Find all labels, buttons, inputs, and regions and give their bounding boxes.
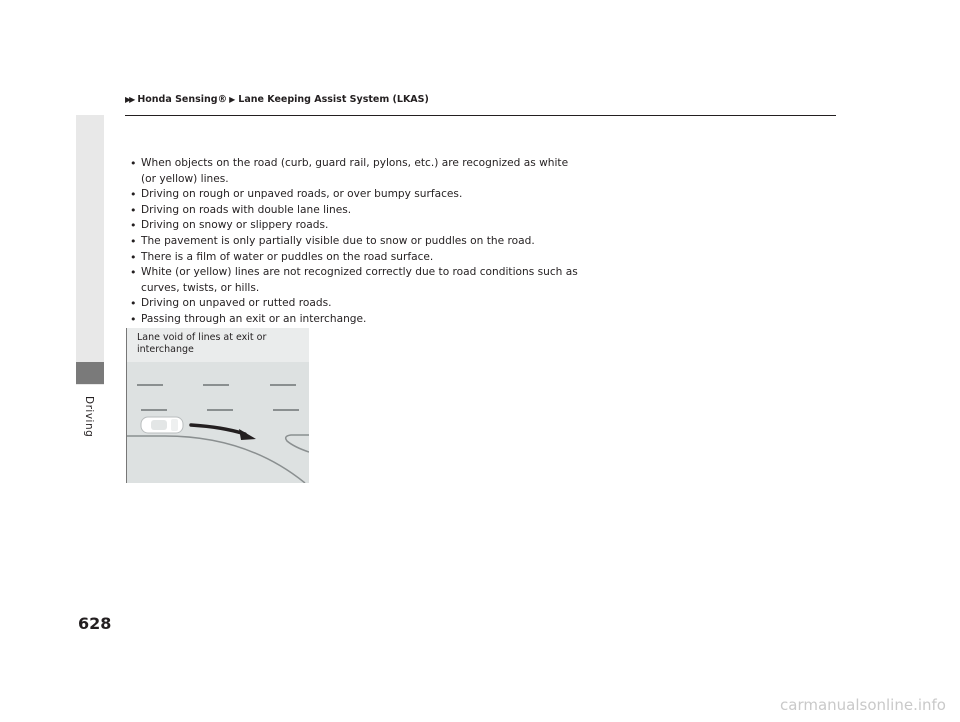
list-item: • Driving on snowy or slippery roads. — [130, 218, 580, 234]
breadcrumb-item-honda-sensing: Honda Sensing® — [137, 94, 228, 105]
section-label: Driving — [83, 396, 95, 438]
list-item: • Driving on unpaved or rutted roads. — [130, 296, 580, 312]
list-item: • White (or yellow) lines are not recognized correctly due to road conditions such as curves, twists, or hills. — [130, 265, 580, 296]
list-item: • The pavement is only partially visible due to snow or puddles on the road. — [130, 234, 580, 250]
header-divider — [125, 115, 836, 116]
illustration-caption: Lane void of lines at exit or interchange — [137, 332, 267, 355]
page-number: 628 — [78, 614, 112, 633]
interchange-illustration — [126, 328, 309, 483]
breadcrumb-arrow-icon: ▶▶ — [125, 95, 134, 104]
list-item: • There is a film of water or puddles on the road surface. — [130, 250, 580, 266]
car-icon — [141, 417, 183, 433]
section-tab — [76, 115, 104, 385]
list-item: • When objects on the road (curb, guard rail, pylons, etc.) are recognized as white (or yellow) lines. — [130, 156, 580, 187]
breadcrumb-arrow-icon: ▶ — [229, 95, 236, 104]
list-item: • Driving on roads with double lane lines. — [130, 203, 580, 219]
list-item: • Driving on rough or unpaved roads, or over bumpy surfaces. — [130, 187, 580, 203]
breadcrumb-item-lkas: Lane Keeping Assist System (LKAS) — [238, 94, 429, 105]
list-item: • Passing through an exit or an interchange. — [130, 312, 580, 328]
conditions-list — [130, 156, 580, 328]
section-tab-marker — [76, 362, 104, 384]
watermark: carmanualsonline.info — [780, 696, 946, 714]
breadcrumb — [125, 94, 429, 105]
